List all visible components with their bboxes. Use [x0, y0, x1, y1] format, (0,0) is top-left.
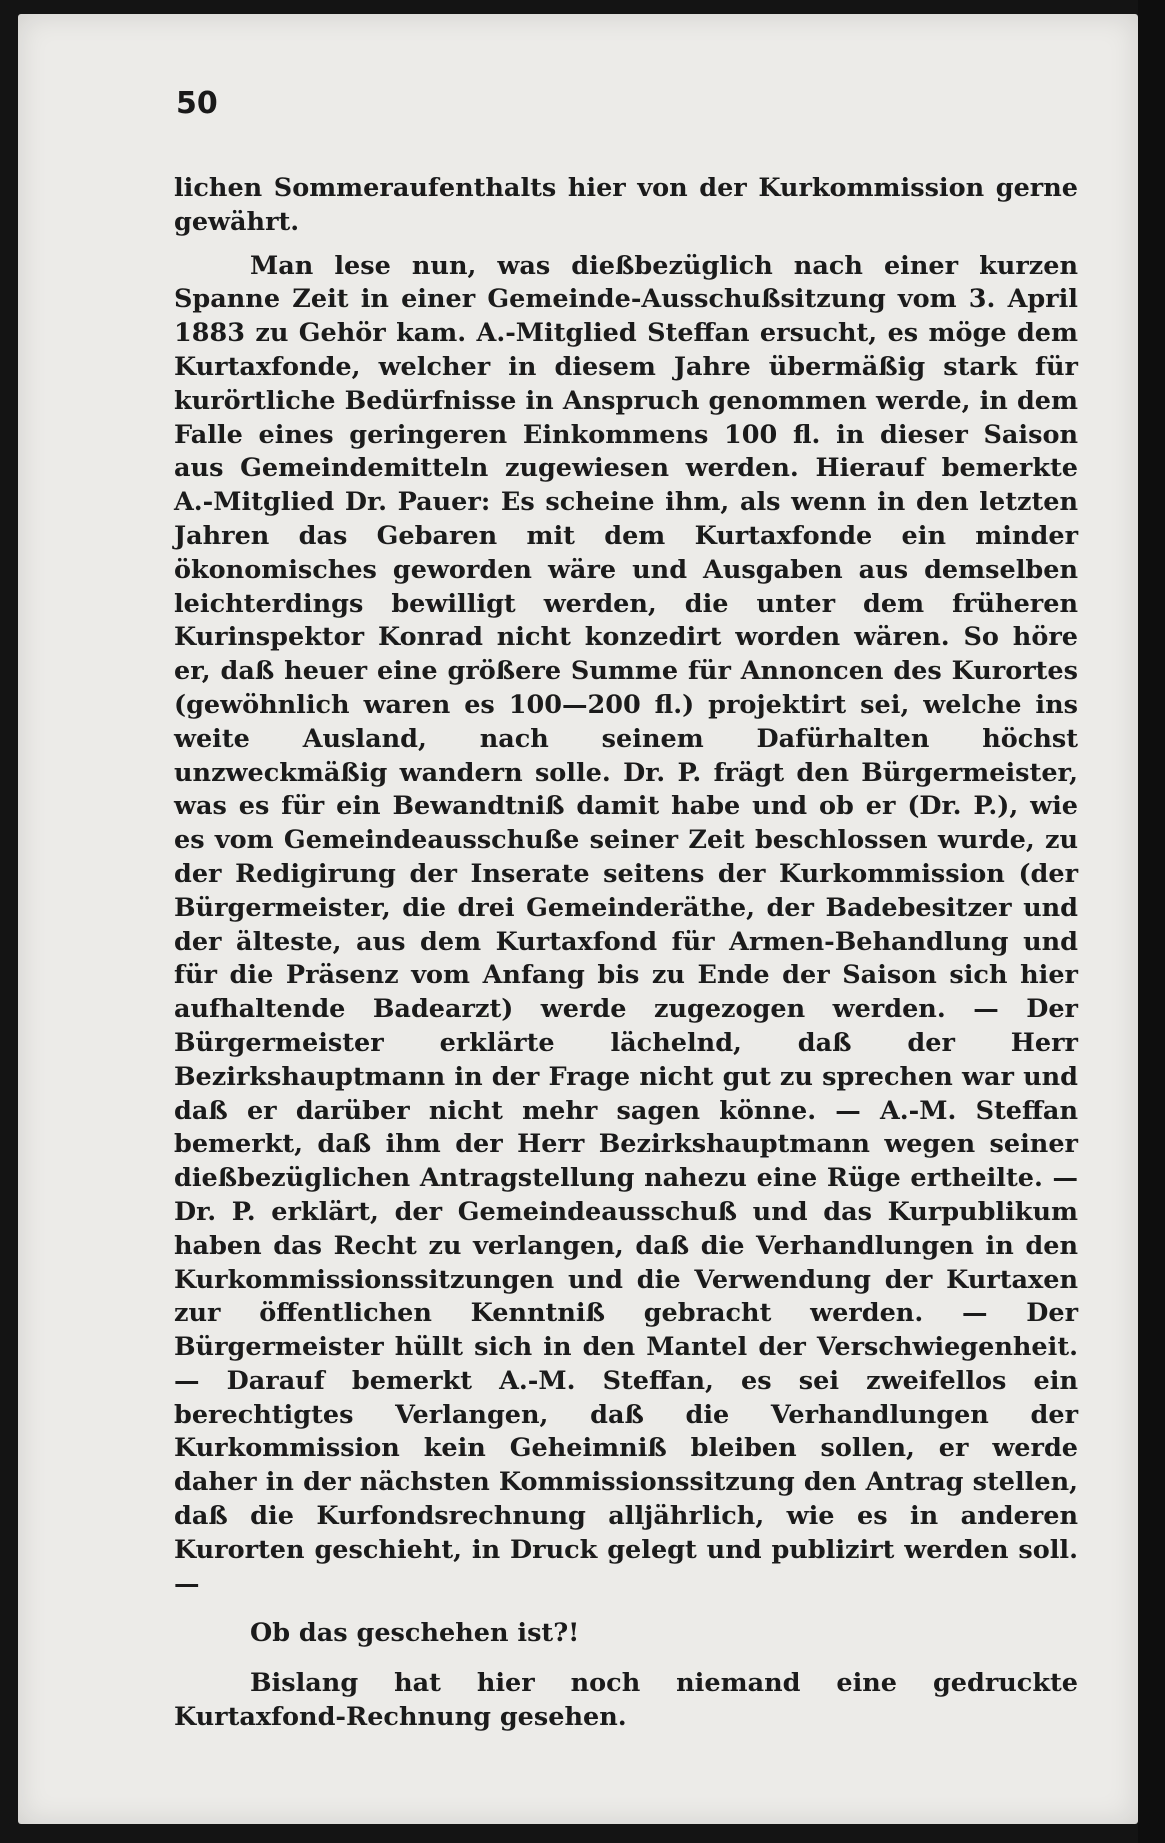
paragraph-main: Man lese nun, was dießbezüglich nach einer kurzen Spanne Zeit in einer Gemeinde-Ausschußsitzung vom 3. April 1883 zu Gehör kam. A.-Mitglied Steffan ersucht, es möge dem Kurtaxfonde, welcher in diesem Jahre übermäßig stark für kurörtliche Bedürfnisse in Anspruch genommen werde, in dem Falle eines geringeren Einkommens 100 fl. in dieser Saison aus Gemeindemitteln zugewiesen werden. Hierauf bemerkte A.-Mitglied Dr. Pauer: Es scheine ihm, als wenn in den letzten Jahren das Gebaren mit dem Kurtaxfonde ein minder ökonomisches geworden wäre und Ausgaben aus demselben leichterdings bewilligt werden, die unter dem früheren Kurinspektor Konrad nicht konzedirt worden wären. So höre er, daß heuer eine größere Summe für Annoncen des Kurortes (gewöhnlich waren es 100—200 fl.) projektirt sei, welche ins weite Ausland, nach seinem Dafürhalten höchst unzweckmäßig wandern solle. Dr. P. frägt den Bürgermeister, was es für ein Bewandtniß damit habe und ob er (Dr. P.), wie es vom Gemeindeausschuße seiner Zeit beschlossen wurde, zu der Redigirung der Inserate seitens der Kurkommission (der Bürgermeister, die drei Gemeinderäthe, der Badebesitzer und der älteste, aus dem Kurtaxfond für Armen-Behandlung und für die Präsenz vom Anfang bis zu Ende der Saison sich hier aufhaltende Badearzt) werde zugezogen werden. — Der Bürgermeister erklärte lächelnd, daß der Herr Bezirkshauptmann in der Frage nicht gut zu sprechen war und daß er darüber nicht mehr sagen könne. — A.-M. Steffan bemerkt, daß ihm der Herr Bezirkshauptmann wegen seiner dießbezüglichen Antragstellung nahezu eine Rüge ertheilte. — Dr. P. erklärt, der Gemeindeausschuß und das Kurpublikum haben das Recht zu verlangen, daß die Verhandlungen in den Kurkommissionssitzungen und die Verwendung der Kurtaxen zur öffentlichen Kenntniß gebracht werden. — Der Bürgermeister hüllt sich in den Mantel der Verschwiegenheit. — Darauf bemerkt A.-M. Steffan, es sei zweifellos ein berechtigtes Verlangen, daß die Verhandlungen der Kurkommission kein Geheimniß bleiben sollen, er werde daher in der nächsten Kommissionssitzung den Antrag stellen, daß die Kurfondsrechnung alljährlich, wie es in anderen Kurorten geschieht, in Druck gelegt und publizirt werden soll. — [174, 250, 1078, 1599]
paragraph-closing: Bislang hat hier noch niemand eine gedruckte Kurtaxfond-Rechnung gesehen. [174, 1668, 1078, 1733]
body-text [174, 172, 1078, 1735]
scan-border [1138, 0, 1165, 1843]
paragraph-continuation: lichen Sommeraufenthalts hier von der Kurkommission gerne gewährt. [174, 173, 1078, 237]
page-number: 50 [176, 86, 218, 121]
paragraph-question: Ob das geschehen ist?! [250, 1618, 580, 1649]
